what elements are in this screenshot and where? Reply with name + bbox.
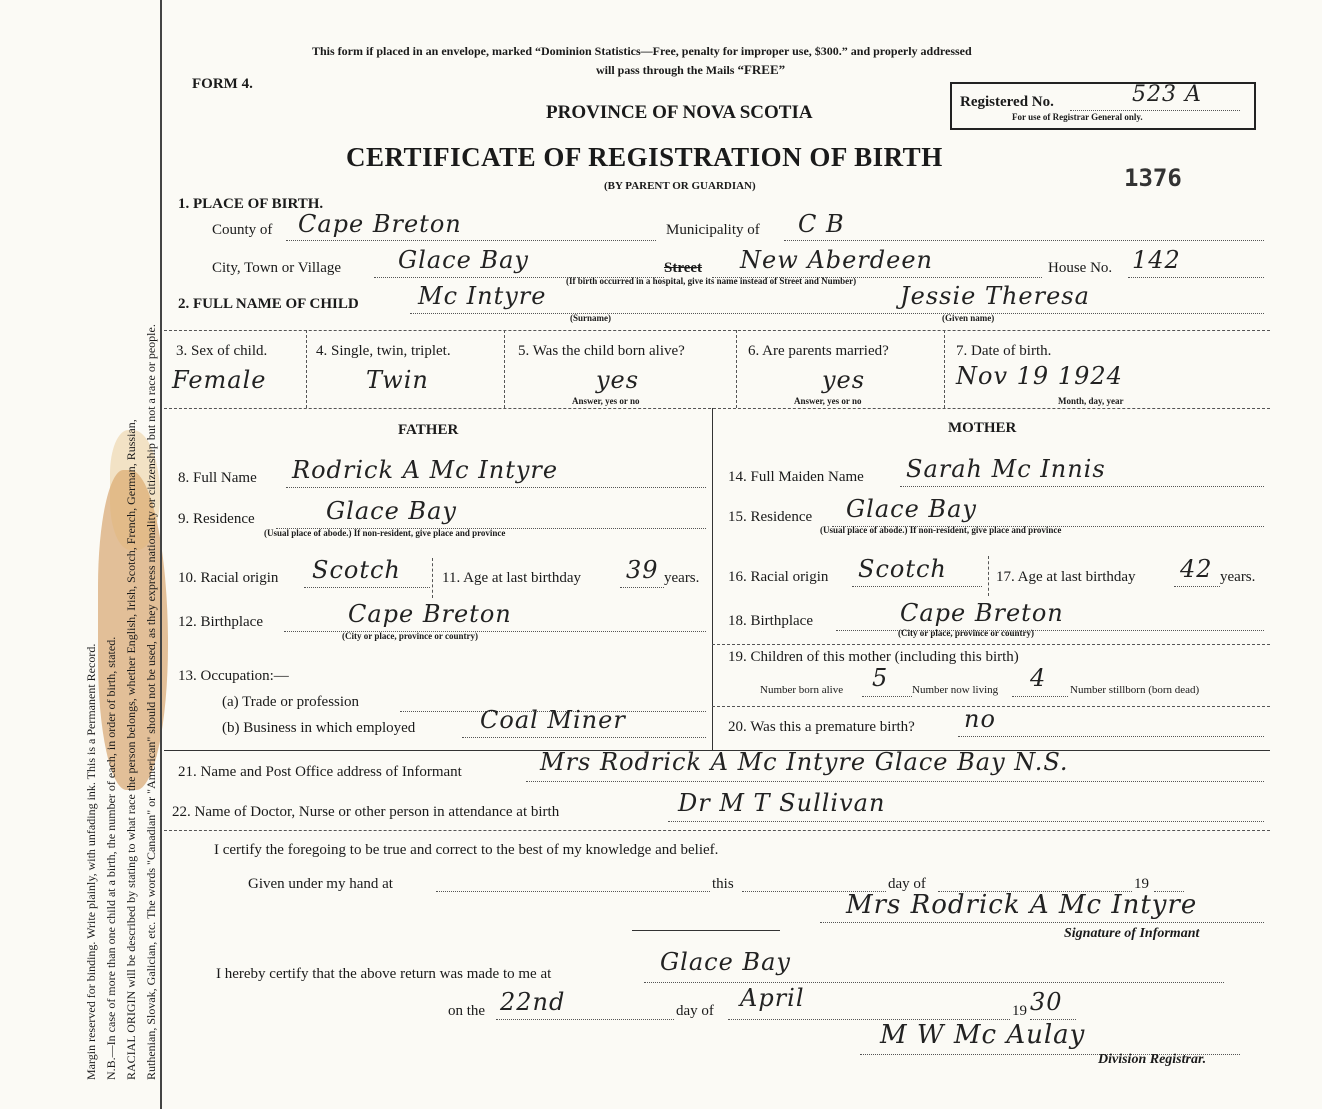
divider xyxy=(712,644,1270,645)
registered-value: 523 A xyxy=(1132,82,1202,107)
registrar-signature: M W Mc Aulay xyxy=(880,1020,1086,1050)
mother-race-label: 16. Racial origin xyxy=(728,569,829,585)
province-title: PROVINCE OF NOVA SCOTIA xyxy=(546,102,813,123)
father-name-label: 8. Full Name xyxy=(178,470,257,486)
day-of-label: day of xyxy=(888,876,926,892)
mother-residence-value: Glace Bay xyxy=(846,495,977,523)
day-of-label: day of xyxy=(676,1003,714,1019)
field-line xyxy=(820,922,1264,923)
field-line xyxy=(1070,110,1240,111)
mother-race-value: Scotch xyxy=(858,555,947,583)
field-line xyxy=(784,240,1264,241)
mother-birthplace-value: Cape Breton xyxy=(900,599,1064,627)
father-residence-label: 9. Residence xyxy=(178,511,255,527)
field-line xyxy=(900,486,1264,487)
premature-value: no xyxy=(964,705,996,733)
parents-married-caption: Answer, yes or no xyxy=(794,396,862,406)
field-line xyxy=(304,587,430,588)
year-prefix: 19 xyxy=(1134,876,1149,892)
children-label-text: 19. Children of this mother (including this birth) xyxy=(728,649,1019,665)
margin-text: N.B.—In case of more than one child at a birth, the number of each, in order of birth, stated. xyxy=(104,636,118,1080)
born-alive-caption: Answer, yes or no xyxy=(572,396,640,406)
street-value: New Aberdeen xyxy=(740,246,933,274)
premature-label: 20. Was this a premature birth? xyxy=(728,719,915,735)
divider xyxy=(306,330,307,408)
mother-residence-caption: (Usual place of abode.) If non-resident, give place and province xyxy=(820,525,1062,535)
field-line xyxy=(644,982,1224,983)
field-line xyxy=(1128,277,1264,278)
divider xyxy=(164,330,1270,331)
doctor-value: Dr M T Sullivan xyxy=(678,789,886,817)
registrar-signature-caption: Division Registrar. xyxy=(1098,1052,1207,1067)
field-line xyxy=(1174,586,1220,587)
county-label: County of xyxy=(212,222,273,238)
envelope-notice: This form if placed in an envelope, marked “Dominion Statistics—Free, penalty for improper use, $300.” and properly addressed xyxy=(312,44,972,58)
binding-line xyxy=(160,0,162,1109)
father-birthplace-value: Cape Breton xyxy=(348,600,512,628)
child-name-label: 2. FULL NAME OF CHILD xyxy=(178,296,359,312)
divider xyxy=(944,330,945,408)
sex-label: 3. Sex of child. xyxy=(176,343,268,359)
father-mother-divider xyxy=(712,408,713,750)
parents-married-label: 6. Are parents married? xyxy=(748,343,889,359)
registrar-statement: I hereby certify that the above return was made to me at xyxy=(216,966,552,982)
divider xyxy=(164,408,1270,409)
field-line xyxy=(1012,696,1068,697)
on-the-label: on the xyxy=(448,1003,486,1019)
mother-age-value: 42 xyxy=(1180,555,1213,583)
father-birthplace-caption: (City or place, province or country) xyxy=(342,631,478,641)
house-value: 142 xyxy=(1132,246,1181,274)
date-of-birth-value: Nov 19 1924 xyxy=(956,362,1123,390)
field-line xyxy=(410,313,1264,314)
given-caption: (Given name) xyxy=(942,313,995,323)
certificate-subtitle: (BY PARENT OR GUARDIAN) xyxy=(604,180,756,192)
field-line xyxy=(852,586,982,587)
divider xyxy=(988,556,989,596)
mother-residence-label: 15. Residence xyxy=(728,509,813,525)
informant-value: Mrs Rodrick A Mc Intyre Glace Bay N.S. xyxy=(540,748,1069,776)
multiple-birth-value: Twin xyxy=(366,366,429,394)
registrar-place-value: Glace Bay xyxy=(660,948,791,976)
mother-birthplace-label: 18. Birthplace xyxy=(728,613,813,629)
registrar-day-value: 22nd xyxy=(500,988,566,1016)
mother-age-label: 17. Age at last birthday xyxy=(996,569,1136,585)
certify-statement: I certify the foregoing to be true and correct to the best of my knowledge and belief. xyxy=(214,842,719,858)
field-line xyxy=(286,487,706,488)
given-under-hand-label: Given under my hand at xyxy=(248,876,393,892)
house-label: House No. xyxy=(1048,260,1113,276)
field-line xyxy=(462,737,706,738)
municipality-label: Municipality of xyxy=(666,222,760,238)
stillborn-count-label: Number stillborn (born dead) xyxy=(1070,684,1200,696)
father-birthplace-label: 12. Birthplace xyxy=(178,614,263,630)
informant-signature-caption: Signature of Informant xyxy=(1064,926,1200,941)
divider xyxy=(504,330,505,408)
father-age-value: 39 xyxy=(626,556,659,584)
date-of-birth-label: 7. Date of birth. xyxy=(956,343,1052,359)
father-age-unit: years. xyxy=(664,570,700,586)
envelope-notice-text: will pass through the Mails xyxy=(596,63,738,77)
business-label: (b) Business in which employed xyxy=(222,720,416,736)
field-line xyxy=(436,891,710,892)
stamp-number: 1376 xyxy=(1124,164,1182,192)
mother-heading: MOTHER xyxy=(948,420,1017,436)
born-alive-count-label: Number born alive xyxy=(760,684,844,696)
this-label: this xyxy=(712,876,734,892)
form-number: FORM 4. xyxy=(192,76,253,92)
registrar-note: For use of Registrar General only. xyxy=(1012,112,1143,122)
father-residence-value: Glace Bay xyxy=(326,497,457,525)
field-line xyxy=(958,736,1264,737)
registrar-month-value: April xyxy=(740,984,805,1012)
child-given-value: Jessie Theresa xyxy=(900,282,1090,310)
free-label: “FREE” xyxy=(737,62,786,77)
divider xyxy=(632,930,780,931)
mother-name-value: Sarah Mc Innis xyxy=(906,455,1106,483)
municipality-value: C B xyxy=(798,210,845,238)
born-alive-count-value: 5 xyxy=(872,664,889,692)
field-line xyxy=(496,1019,674,1020)
child-surname-value: Mc Intyre xyxy=(418,282,547,310)
city-label: City, Town or Village xyxy=(212,260,342,276)
trade-label: (a) Trade or profession xyxy=(222,694,360,710)
margin-text: Ruthenian, Slovak, Galician, etc. The words "Canadian" or "American" should not be used, as they express nationality or citizenship but not a race or people. xyxy=(144,324,158,1080)
multiple-birth-label: 4. Single, twin, triplet. xyxy=(316,343,451,359)
father-age-label: 11. Age at last birthday xyxy=(442,570,581,586)
field-line xyxy=(620,587,664,588)
registrar-year-value: 30 xyxy=(1030,988,1063,1016)
date-of-birth-caption: Month, day, year xyxy=(1058,396,1124,406)
field-line xyxy=(668,821,1264,822)
field-line xyxy=(862,696,912,697)
born-alive-label: 5. Was the child born alive? xyxy=(518,343,685,359)
born-alive-value: yes xyxy=(596,366,640,394)
divider xyxy=(432,558,433,598)
living-count-value: 4 xyxy=(1030,664,1047,692)
year-prefix: 19 xyxy=(1012,1003,1027,1019)
envelope-notice xyxy=(596,62,785,78)
margin-text: RACIAL ORIGIN will be described by stating to what race the person belongs, whether English, Irish, Scotch, French, German, Russian, xyxy=(124,419,138,1080)
mother-name-label: 14. Full Maiden Name xyxy=(728,469,864,485)
place-of-birth-heading: 1. PLACE OF BIRTH. xyxy=(178,196,324,212)
father-race-value: Scotch xyxy=(312,556,401,584)
father-name-value: Rodrick A Mc Intyre xyxy=(292,456,559,484)
divider xyxy=(736,330,737,408)
living-count-label: Number now living xyxy=(912,684,999,696)
registered-label: Registered No. xyxy=(960,94,1054,110)
mother-birthplace-caption: (City or place, province or country) xyxy=(898,628,1034,638)
margin-text: Margin reserved for binding. Write plainly, with unfading ink. This is a Permanent Record. xyxy=(84,643,98,1080)
father-race-label: 10. Racial origin xyxy=(178,570,279,586)
hospital-note: (If birth occurred in a hospital, give its name instead of Street and Number) xyxy=(566,276,857,286)
divider xyxy=(164,830,1270,831)
sex-value: Female xyxy=(172,366,267,394)
mother-age-unit: years. xyxy=(1220,569,1256,585)
binding-margin xyxy=(0,0,160,1109)
street-label: Street xyxy=(664,260,703,276)
father-heading: FATHER xyxy=(398,422,459,438)
business-value: Coal Miner xyxy=(480,706,626,734)
informant-label: 21. Name and Post Office address of Informant xyxy=(178,764,462,780)
county-value: Cape Breton xyxy=(298,210,462,238)
informant-signature: Mrs Rodrick A Mc Intyre xyxy=(846,890,1198,920)
father-residence-caption: (Usual place of abode.) If non-resident, give place and province xyxy=(264,528,506,538)
field-line xyxy=(286,240,656,241)
certificate-title: CERTIFICATE OF REGISTRATION OF BIRTH xyxy=(346,142,943,172)
city-value: Glace Bay xyxy=(398,246,529,274)
field-line xyxy=(526,781,1264,782)
occupation-label: 13. Occupation:— xyxy=(178,668,289,684)
parents-married-value: yes xyxy=(822,366,866,394)
doctor-label: 22. Name of Doctor, Nurse or other person in attendance at birth xyxy=(172,804,560,820)
registered-number-box xyxy=(950,82,1256,130)
surname-caption: (Surname) xyxy=(570,313,611,323)
